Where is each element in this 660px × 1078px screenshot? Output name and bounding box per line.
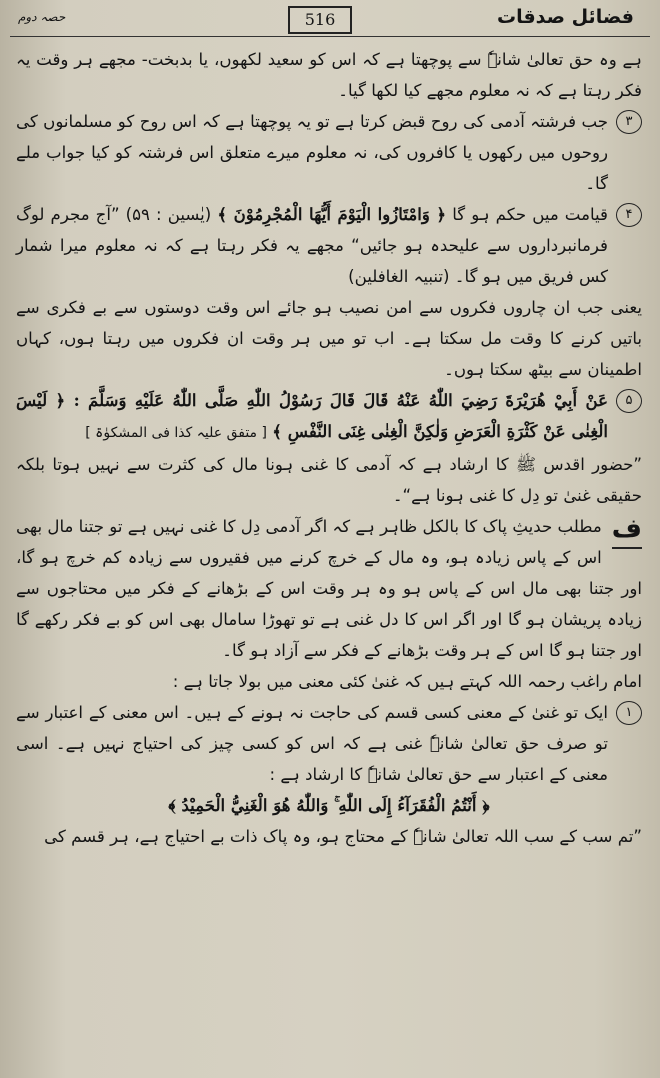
book-title: فضائل صدقات: [496, 6, 634, 28]
numbered-item-1: [16, 697, 642, 790]
hadith-translation: ”حضور اقدس ﷺ کا ارشاد ہے کہ آدمی کا غنی ہونا مال کی کثرت سے نہیں ہوتا بلکہ حقیقی غنیٰ تو دِل کا غنی ہونا ہے“۔: [16, 455, 642, 505]
part-label: حصہ دوم: [18, 10, 66, 24]
paragraph-2: یعنی جب ان چاروں فکروں سے امن نصیب ہو جائے اس وقت دوستوں سے بے فکری سے باتیں کرنے کا وقت مل سکتا ہے۔ اب تو میں ہر وقت ان فکروں میں رہتا ہوں، کہاں اطمینان سے بیٹھ سکتا ہوں۔: [16, 298, 642, 379]
item-text: جب فرشتہ آدمی کی روح قبض کرتا ہے تو یہ پوچھتا ہے کہ اس روح کو مسلمانوں کی روحوں میں رکھوں یا کافروں کی، نہ معلوم میرے متعلق اس فرشتہ کو کیا جواب ملے گا۔: [16, 112, 608, 193]
quran-verse: ﴿ وَامْتَازُوا الْيَوْمَ أَيُّهَا الْمُجْرِمُوْنَ ﴾: [217, 204, 447, 224]
page-number: 516: [288, 6, 352, 34]
item-text: [16, 199, 608, 292]
page-header: [0, 0, 660, 36]
item-number: ۱: [616, 701, 642, 725]
fa-mark: ف: [612, 511, 642, 549]
header-rule: [10, 36, 650, 37]
quran-verse-2: ﴿ أَنْتُمُ الْفُقَرَآءُ إِلَى اللّٰهِ ۚ وَاللّٰهُ هُوَ الْغَنِيُّ الْحَمِيْدُ ﴾: [168, 795, 490, 815]
explanation-text: مطلب حدیثِ پاک کا بالکل ظاہر ہے کہ اگر آدمی دِل کا غنی نہیں ہے تو جتنا مال بھی اس کے پاس زیادہ ہو، وہ مال کے خرچ کرنے میں فقیروں سے زیادہ کم خرچ ہو گا، اور جتنا بھی مال اس کے پاس ہو وہ ہر وقت اس کے بڑھانے کے فکر میں محتاجوں سے زیادہ پریشان ہو گا اور اگر اس کا دل غنی ہے تو تھوڑا سامال بھی اس کو بے فکر رکھے گا اور جتنا ہو گا اس کے ہر وقت بڑھانے کے فکر سے آزاد ہو گا۔: [16, 517, 642, 660]
hadith-arabic: عَنْ أَبِيْ هُرَيْرَةَ رَضِيَ اللّٰهُ عَنْهُ قَالَ قَالَ رَسُوْلُ اللّٰهِ صَلَّى اللّٰهُ عَلَيْهِ وَسَلَّمَ : ﴿ لَيْسَ الْغِنٰى عَنْ كَثْرَةِ الْعَرَضِ وَلٰكِنَّ الْغِنٰى غِنَى النَّفْسِ ﴾: [16, 390, 608, 441]
numbered-item-3: [16, 106, 642, 199]
item-number: ۵: [616, 389, 642, 413]
hadith-reference: [ متفق علیہ کذا فی المشکوٰۃ ]: [85, 425, 267, 441]
paragraph-raghib: امام راغب رحمہ اللہ کہتے ہیں کہ غنیٰ کئی معنی میں بولا جاتا ہے :: [172, 672, 642, 691]
numbered-item-4: [16, 199, 642, 292]
item-text: ایک تو غنیٰ کے معنی کسی قسم کی حاجت نہ ہونے کے ہیں۔ اس معنی کے اعتبار سے تو صرف حق تعالیٰ شانہٗ غنی ہے کہ اس کو کسی چیز کی احتیاج نہیں ہے۔ اسی معنی کے اعتبار سے حق تعالیٰ شانہٗ کا ارشاد ہے :: [16, 703, 608, 784]
item-number: ۳: [616, 110, 642, 134]
item-text-before: قیامت میں حکم ہو گا: [452, 205, 608, 224]
item-number: ۴: [616, 203, 642, 227]
page-body: [16, 44, 642, 1074]
explanation: [16, 511, 642, 666]
hadith: [16, 385, 608, 449]
numbered-item-5: [16, 385, 642, 449]
paragraph-intro: ہے وہ حق تعالیٰ شانہٗ سے پوچھتا ہے کہ اس کو سعید لکھوں، یا بدبخت- مجھے ہر وقت یہ فکر رہتا ہے کہ نہ معلوم مجھے کیا لکھا گیا۔: [16, 50, 642, 100]
last-line: ”تم سب کے سب اللہ تعالیٰ شانہٗ کے محتاج ہو، وہ پاک ذات بے احتیاج ہے، ہر قسم کی: [44, 827, 642, 846]
item-text-after: (یٰسین : ۵۹) ”آج مجرم لوگ فرمانبرداروں سے علیحدہ ہو جائیں“ مجھے یہ فکر رہتا ہے کہ نہ معلوم میرا شمار کس فریق میں ہو گا۔ (تنبیہ الغافلین): [16, 205, 608, 286]
